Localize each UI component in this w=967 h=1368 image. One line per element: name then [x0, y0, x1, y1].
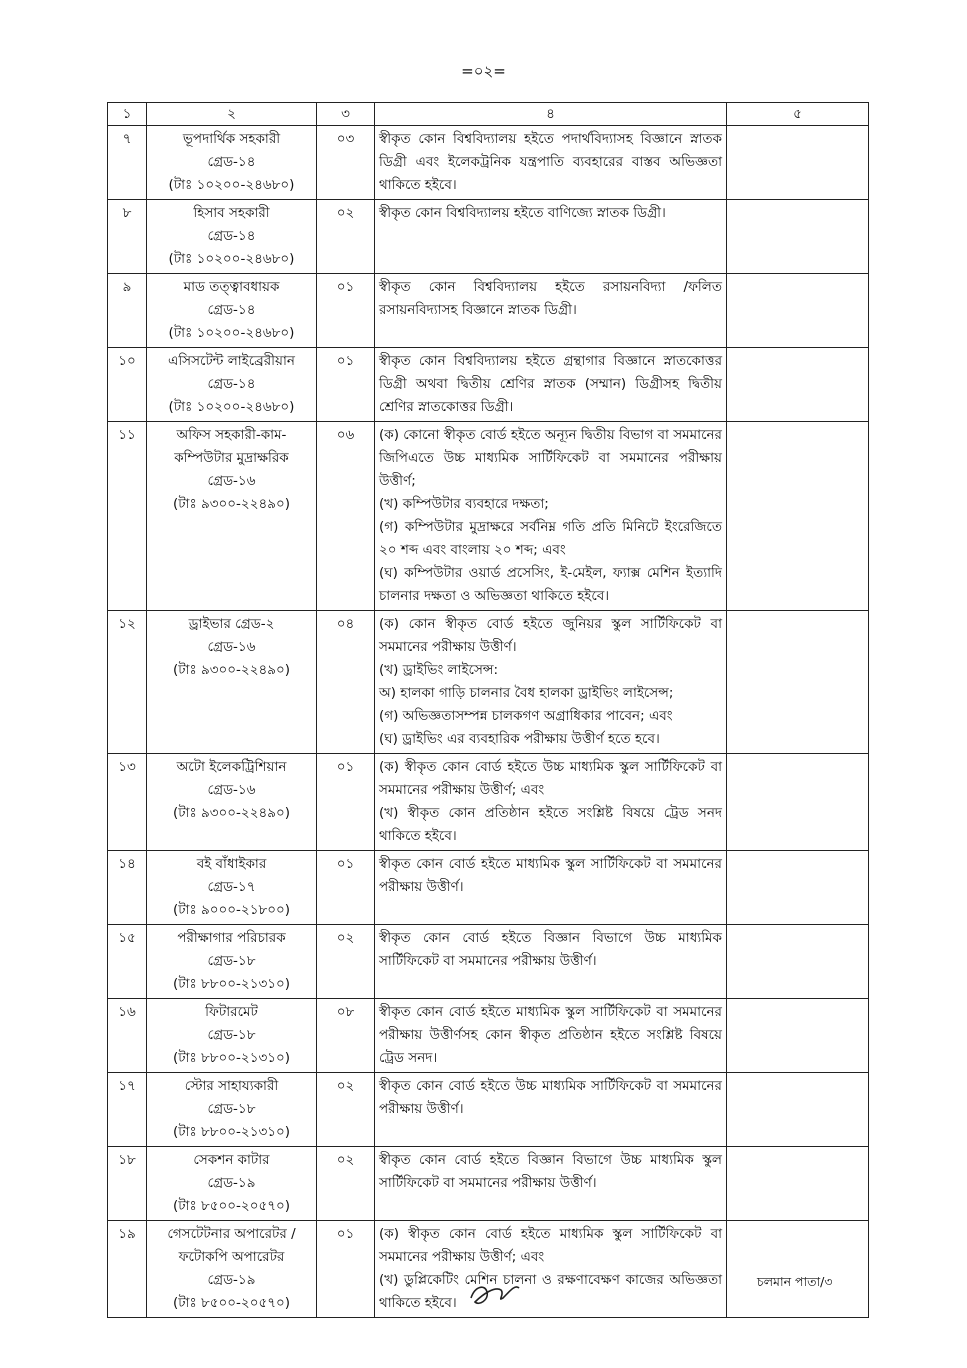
vacancy-count-cell: ০১: [317, 1221, 375, 1318]
job-requirements-table: [107, 102, 869, 1318]
remarks-cell: [727, 422, 869, 611]
qualification-line: (গ) অভিজ্ঞতাসম্পন্ন চালকগণ অগ্রাধিকার পাবেন; এবং: [379, 708, 673, 724]
qualification-cell: [375, 200, 727, 274]
remarks-cell: [727, 611, 869, 754]
qualification-line: (খ) ড্রাইভিং লাইসেন্স:: [379, 662, 499, 678]
remarks-cell: [727, 999, 869, 1073]
post-pay: (টাঃ ৮৮০০-২১৩১০): [172, 1124, 291, 1140]
qualification-line: (ঘ) কম্পিউটার ওয়ার্ড প্রসেসিং, ই-মেইল, ফ্যাক্স মেশিন ইত্যাদি চালনার দক্ষতা ও অভিজ্ঞতা থাকিতে হইবে।: [379, 565, 722, 604]
remarks-cell: [727, 754, 869, 851]
serial-cell: ১৭: [108, 1073, 147, 1147]
post-pay: (টাঃ ৮৮০০-২১৩১০): [172, 976, 291, 992]
qualification-line: (ক) স্বীকৃত কোন বোর্ড হইতে উচ্চ মাধ্যমিক স্কুল সার্টিফিকেট বা সমমানের পরীক্ষায় উত্তীর্ণ; এবং: [379, 759, 722, 798]
serial-cell: ১০: [108, 348, 147, 422]
signature: [465, 1276, 525, 1314]
qualification-cell: [375, 851, 727, 925]
table-row: [108, 754, 869, 851]
qualification-line: অ) হালকা গাড়ি চালনার বৈধ হালকা ড্রাইভিং লাইসেন্স;: [379, 685, 674, 701]
table-row: [108, 422, 869, 611]
post-grade: গ্রেড-১৪: [207, 376, 256, 392]
qualification-line: (ক) স্বীকৃত কোন বোর্ড হইতে মাধ্যমিক স্কুল সার্টিফিকেট বা সমমানের পরীক্ষায় উত্তীর্ণ; এবং: [379, 1226, 722, 1265]
table-row: [108, 851, 869, 925]
qualification-line: স্বীকৃত কোন বোর্ড হইতে মাধ্যমিক স্কুল সার্টিফিকেট বা সমমানের পরীক্ষায় উত্তীর্ণ।: [379, 856, 722, 895]
post-post: এসিসটেন্ট লাইব্রেরীয়ান: [168, 353, 295, 369]
post-grade: গ্রেড-১৯: [207, 1272, 256, 1288]
post-cell: [147, 1073, 317, 1147]
remarks-cell: [727, 126, 869, 200]
qualification-line: (ক) কোনো স্বীকৃত বোর্ড হইতে অন্যূন দ্বিতীয় বিভাগ বা সমমানের জিপিএতে উচ্চ মাধ্যমিক সার্টিফিকেট বা সমমানের পরীক্ষায় উত্তীর্ণ;: [379, 427, 722, 489]
remarks-cell: [727, 1221, 869, 1318]
continued-page-note: চলমান পাতা/৩: [757, 1274, 833, 1289]
vacancy-count-cell: ০৬: [317, 422, 375, 611]
table-row: [108, 126, 869, 200]
qualification-cell: [375, 754, 727, 851]
qualification-cell: [375, 126, 727, 200]
qualification-line: (খ) স্বীকৃত কোন প্রতিষ্ঠান হইতে সংশ্লিষ্ট বিষয়ে ট্রেড সনদ থাকিতে হইবে।: [379, 805, 722, 844]
post-grade: গ্রেড-১৬: [207, 782, 256, 798]
qualification-line: স্বীকৃত কোন বোর্ড হইতে বিজ্ঞান বিভাগে উচ্চ মাধ্যমিক স্কুল সার্টিফিকেট বা সমমানের পরীক্ষায় উত্তীর্ণ।: [379, 1152, 722, 1191]
qualification-line: (খ) কম্পিউটার ব্যবহারে দক্ষতা;: [379, 496, 549, 512]
serial-cell: ১৩: [108, 754, 147, 851]
post-grade: গ্রেড-১৪: [207, 228, 256, 244]
post-pay: (টাঃ ৯৩০০-২২৪৯০): [172, 805, 291, 821]
post-cell: [147, 754, 317, 851]
qualification-cell: [375, 1073, 727, 1147]
vacancy-count-cell: ০১: [317, 754, 375, 851]
post-grade: গ্রেড-১৮: [207, 953, 256, 969]
post-pay: (টাঃ ৮৫০০-২০৫৭০): [172, 1295, 291, 1311]
post-grade: গ্রেড-১৯: [207, 1175, 256, 1191]
vacancy-count-cell: ০২: [317, 1147, 375, 1221]
column-header: ৫: [727, 103, 869, 126]
vacancy-count-cell: ০২: [317, 1073, 375, 1147]
qualification-line: স্বীকৃত কোন বিশ্ববিদ্যালয় হইতে গ্রন্থাগার বিজ্ঞানে স্নাতকোত্তর ডিগ্রী অথবা দ্বিতীয় শ্রেণির স্নাতক (সম্মান) ডিগ্রীসহ দ্বিতীয় শ্রেণির স্নাতকোত্তর ডিগ্রী।: [379, 353, 722, 415]
post-cell: [147, 999, 317, 1073]
post-post: হিসাব সহকারী: [193, 205, 270, 221]
column-header: ২: [147, 103, 317, 126]
qualification-line: স্বীকৃত কোন বিশ্ববিদ্যালয় হইতে রসায়নবিদ্যা /ফলিত রসায়নবিদ্যাসহ বিজ্ঞানে স্নাতক ডিগ্রী।: [379, 279, 722, 318]
post-grade: গ্রেড-১৭: [207, 879, 256, 895]
post-post: গেসটেটনার অপারেটর /ফটোকপি অপারেটর: [167, 1226, 296, 1265]
post-post: ড্রাইভার গ্রেড-২: [188, 616, 275, 632]
post-cell: [147, 611, 317, 754]
remarks-cell: [727, 1147, 869, 1221]
vacancy-count-cell: ০২: [317, 925, 375, 999]
post-cell: [147, 1147, 317, 1221]
post-post: বই বাঁধাইকার: [196, 856, 267, 872]
post-grade: গ্রেড-১৬: [207, 473, 256, 489]
post-grade: গ্রেড-১৪: [207, 302, 256, 318]
serial-cell: ১৮: [108, 1147, 147, 1221]
table-row: [108, 611, 869, 754]
remarks-cell: [727, 925, 869, 999]
post-post: স্টোর সাহায্যকারী: [184, 1078, 279, 1094]
post-post: অটো ইলেকট্রিশিয়ান: [176, 759, 287, 775]
table-row: [108, 999, 869, 1073]
post-cell: [147, 1221, 317, 1318]
post-pay: (টাঃ ১০২০০-২৪৬৮০): [168, 399, 295, 415]
qualification-line: (গ) কম্পিউটার মুদ্রাক্ষরে সর্বনিম্ন গতি প্রতি মিনিটে ইংরেজিতে ২০ শব্দ এবং বাংলায় ২০ শব্দ; এবং: [379, 519, 722, 558]
qualification-cell: [375, 1221, 727, 1318]
serial-cell: ৮: [108, 200, 147, 274]
vacancy-count-cell: ০৪: [317, 611, 375, 754]
qualification-cell: [375, 999, 727, 1073]
remarks-cell: [727, 348, 869, 422]
post-cell: [147, 422, 317, 611]
vacancy-count-cell: ০১: [317, 348, 375, 422]
remarks-cell: [727, 274, 869, 348]
page-number: =০২=: [461, 62, 506, 80]
post-post: পরীক্ষাগার পরিচারক: [177, 930, 286, 946]
vacancy-count-cell: ০১: [317, 274, 375, 348]
serial-cell: ১৬: [108, 999, 147, 1073]
column-header: ৪: [375, 103, 727, 126]
post-post: মাড তত্ত্বাবধায়ক: [183, 279, 280, 295]
vacancy-count-cell: ০২: [317, 200, 375, 274]
post-pay: (টাঃ ১০২০০-২৪৬৮০): [168, 325, 295, 341]
serial-cell: ১৪: [108, 851, 147, 925]
post-post: সেকশন কাটার: [193, 1152, 270, 1168]
serial-cell: ১২: [108, 611, 147, 754]
post-grade: গ্রেড-১৮: [207, 1101, 256, 1117]
column-header: ৩: [317, 103, 375, 126]
post-cell: [147, 851, 317, 925]
qualification-line: (ক) কোন স্বীকৃত বোর্ড হইতে জুনিয়র স্কুল সার্টিফিকেট বা সমমানের পরীক্ষায় উত্তীর্ণ।: [379, 616, 722, 655]
qualification-line: স্বীকৃত কোন বিশ্ববিদ্যালয় হইতে বাণিজ্যে স্নাতক ডিগ্রী।: [379, 205, 666, 221]
vacancy-count-cell: ০৩: [317, 126, 375, 200]
qualification-line: (ঘ) ড্রাইভিং এর ব্যবহারিক পরীক্ষায় উত্তীর্ণ হতে হবে।: [379, 731, 660, 747]
table-header-row: [108, 103, 869, 126]
remarks-cell: [727, 1073, 869, 1147]
qualification-line: স্বীকৃত কোন বিশ্ববিদ্যালয় হইতে পদার্থবিদ্যাসহ বিজ্ঞানে স্নাতক ডিগ্রী এবং ইলেকট্রনিক যন্ত্রপাতি ব্যবহারের বাস্তব অভিজ্ঞতা থাকিতে হইবে।: [379, 131, 722, 193]
vacancy-count-cell: ০৮: [317, 999, 375, 1073]
qualification-cell: [375, 422, 727, 611]
post-pay: (টাঃ ১০২০০-২৪৬৮০): [168, 251, 295, 267]
column-header: ১: [108, 103, 147, 126]
remarks-cell: [727, 851, 869, 925]
post-cell: [147, 126, 317, 200]
qualification-cell: [375, 274, 727, 348]
remarks-cell: [727, 200, 869, 274]
table-row: [108, 1073, 869, 1147]
post-pay: (টাঃ ৯৩০০-২২৪৯০): [172, 496, 291, 512]
post-grade: গ্রেড-১৪: [207, 154, 256, 170]
qualification-cell: [375, 348, 727, 422]
qualification-line: (খ) ডুপ্লিকেটিং মেশিন চালনা ও রক্ষণাবেক্ষণ কাজের অভিজ্ঞতা থাকিতে হইবে।: [379, 1272, 722, 1311]
serial-cell: ৭: [108, 126, 147, 200]
serial-cell: ১৯: [108, 1221, 147, 1318]
table-row: [108, 274, 869, 348]
qualification-cell: [375, 611, 727, 754]
qualification-line: স্বীকৃত কোন বোর্ড হইতে মাধ্যমিক স্কুল সার্টিফিকেট বা সমমানের পরীক্ষায় উত্তীর্ণসহ কোন স্বীকৃত প্রতিষ্ঠান হইতে সংশ্লিষ্ট বিষয়ে ট্রেড সনদ।: [379, 1004, 722, 1066]
serial-cell: ৯: [108, 274, 147, 348]
post-post: ফিটারমেট: [205, 1004, 258, 1020]
table-row: [108, 1147, 869, 1221]
qualification-cell: [375, 925, 727, 999]
post-post: অফিস সহকারী-কাম-কম্পিউটার মুদ্রাক্ষরিক: [174, 427, 289, 466]
post-pay: (টাঃ ১০২০০-২৪৬৮০): [168, 177, 295, 193]
post-pay: (টাঃ ৯০০০-২১৮০০): [172, 902, 291, 918]
post-cell: [147, 348, 317, 422]
post-cell: [147, 925, 317, 999]
post-cell: [147, 274, 317, 348]
post-pay: (টাঃ ৮৫০০-২০৫৭০): [172, 1198, 291, 1214]
table-row: [108, 200, 869, 274]
post-grade: গ্রেড-১৬: [207, 639, 256, 655]
post-cell: [147, 200, 317, 274]
table-row: [108, 925, 869, 999]
serial-cell: ১৫: [108, 925, 147, 999]
post-pay: (টাঃ ৮৮০০-২১৩১০): [172, 1050, 291, 1066]
serial-cell: ১১: [108, 422, 147, 611]
qualification-line: স্বীকৃত কোন বোর্ড হইতে বিজ্ঞান বিভাগে উচ্চ মাধ্যমিক সার্টিফিকেট বা সমমানের পরীক্ষায় উত্তীর্ণ।: [379, 930, 722, 969]
qualification-cell: [375, 1147, 727, 1221]
post-pay: (টাঃ ৯৩০০-২২৪৯০): [172, 662, 291, 678]
post-post: ভূপদার্থিক সহকারী: [182, 131, 281, 147]
table-row: [108, 348, 869, 422]
vacancy-count-cell: ০১: [317, 851, 375, 925]
post-grade: গ্রেড-১৮: [207, 1027, 256, 1043]
qualification-line: স্বীকৃত কোন বোর্ড হইতে উচ্চ মাধ্যমিক সার্টিফিকেট বা সমমানের পরীক্ষায় উত্তীর্ণ।: [379, 1078, 722, 1117]
